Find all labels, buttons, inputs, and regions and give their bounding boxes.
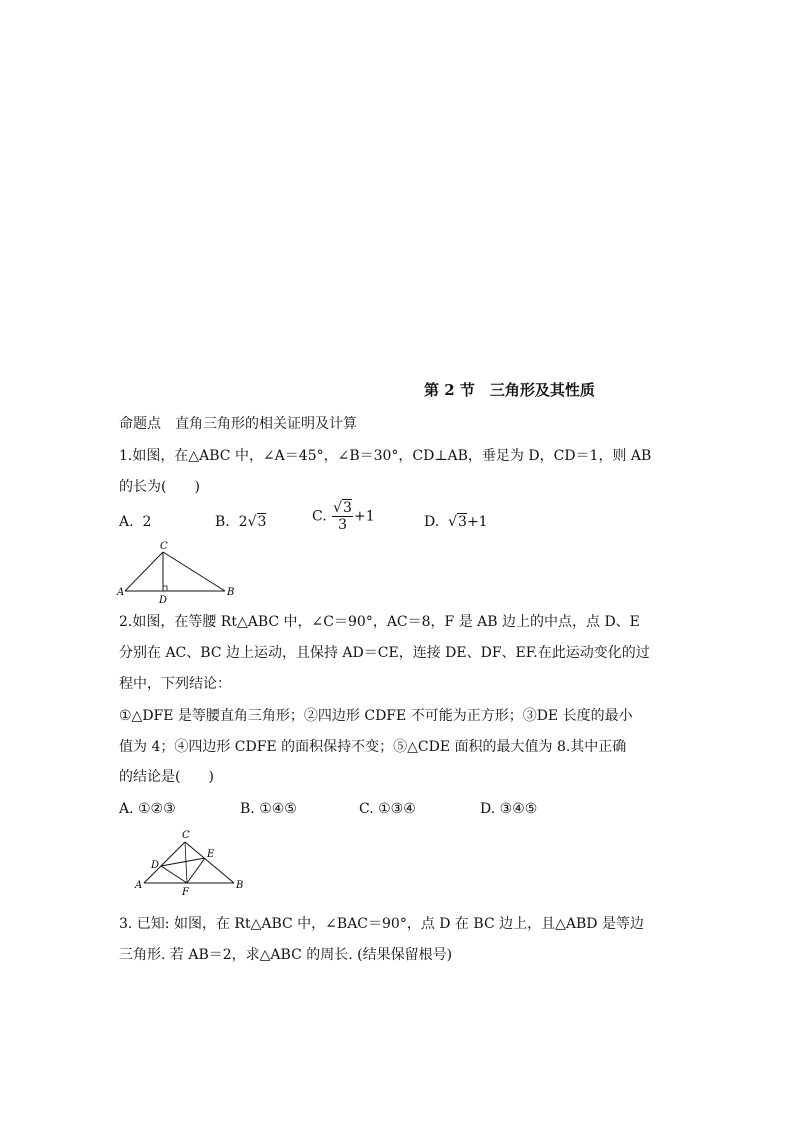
option-d-label: D.	[424, 514, 440, 530]
option-a: A. ①②③	[119, 801, 176, 817]
question-1-figure	[115, 540, 240, 610]
option-c	[312, 500, 375, 533]
option-d-tail: +1	[466, 514, 488, 530]
option-c-num-radicand: 3	[343, 500, 352, 516]
segment-bc	[163, 552, 225, 591]
label-d: D	[159, 595, 168, 606]
option-d-radicand: 3	[458, 514, 467, 530]
option-c-tail: +1	[353, 508, 375, 525]
question-3-line-1: 3. 已知: 如图，在 Rt△ABC 中，∠BAC＝90°，点 D 在 BC 边上，且△ABD 是等边	[119, 916, 644, 932]
option-d: D. ③④⑤	[480, 801, 538, 817]
option-c-fraction	[332, 500, 353, 533]
option-c: C. ①③④	[359, 801, 416, 817]
label-d: D	[151, 860, 160, 871]
question-2-line-6: 的结论是( )	[119, 769, 214, 785]
right-angle-mark	[163, 586, 167, 591]
label-b: B	[227, 587, 235, 598]
question-2-line-2: 分别在 AC、BC 边上运动，且保持 AD＝CE，连接 DE、DF、EF.在此运动变化的过	[119, 645, 650, 661]
label-f: F	[182, 887, 189, 898]
segment-df	[161, 866, 187, 883]
question-3-line-2: 三角形. 若 AB＝2，求△ABC 的周长. (结果保留根号)	[119, 947, 453, 963]
segment-cf	[185, 842, 187, 883]
question-2-line-3: 程中，下列结论：	[119, 676, 231, 692]
sqrt-sign: √	[247, 514, 257, 530]
sqrt-sign: √	[333, 500, 343, 516]
question-2-line-1: 2.如图，在等腰 Rt△ABC 中，∠C＝90°，AC＝8，F 是 AB 边上的中点，点 D、E	[119, 614, 640, 630]
option-b-label: B.	[215, 514, 230, 530]
segment-ef	[187, 858, 205, 883]
option-a-label: A.	[119, 514, 134, 530]
label-b: B	[236, 880, 244, 891]
label-e: E	[207, 849, 215, 860]
option-b	[215, 514, 266, 530]
segment-ac	[125, 552, 163, 591]
question-2-figure	[130, 826, 250, 898]
question-1-line-2: 的长为( )	[119, 479, 200, 495]
option-d	[424, 514, 488, 530]
label-c: C	[160, 541, 168, 552]
section-title: 第 2 节 三角形及其性质	[424, 381, 595, 399]
question-1-line-1: 1.如图，在△ABC 中，∠A＝45°，∠B＝30°，CD⊥AB，垂足为 D，CD＝1，则 AB	[119, 448, 652, 464]
option-a	[119, 514, 151, 530]
question-2-line-5: 值为 4；④四边形 CDFE 的面积保持不变；⑤△CDE 面积的最大值为 8.其中正确	[119, 739, 627, 755]
topic-heading: 命题点 直角三角形的相关证明及计算	[119, 416, 357, 432]
option-b: B. ①④⑤	[240, 801, 297, 817]
sqrt-sign: √	[448, 514, 458, 530]
label-c: C	[182, 830, 190, 841]
question-2-line-4: ①△DFE 是等腰直角三角形；②四边形 CDFE 不可能为正方形；③DE 长度的最小	[119, 708, 633, 724]
option-c-denominator: 3	[338, 517, 347, 533]
option-c-label: C.	[312, 508, 327, 525]
label-a: A	[117, 587, 125, 598]
option-b-radicand: 3	[257, 514, 267, 530]
option-a-value: 2	[142, 514, 152, 530]
label-a: A	[135, 880, 143, 891]
option-b-coef: 2	[238, 514, 248, 530]
